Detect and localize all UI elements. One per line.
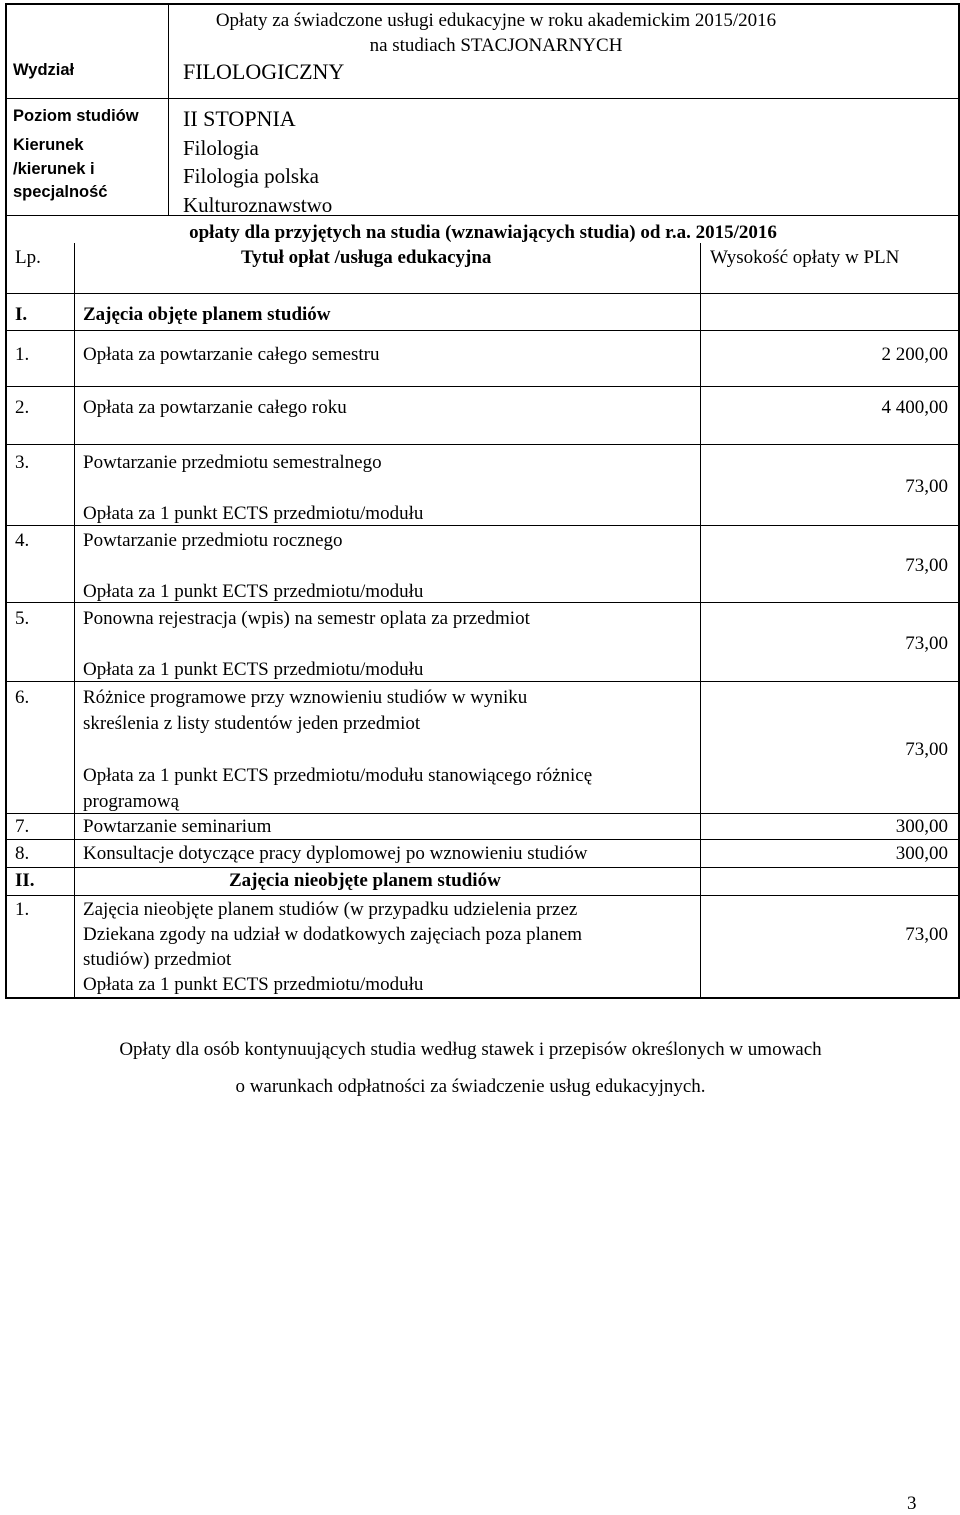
row-s2-1-number: 1. xyxy=(15,899,30,920)
row-divider-field xyxy=(5,215,959,216)
document-page xyxy=(3,3,958,1514)
table-border-left xyxy=(5,3,7,998)
document-title-line2: na studiach STACJONARNYCH xyxy=(369,35,623,56)
column-header-amount: Wysokość opłaty w PLN xyxy=(710,247,900,268)
row-6-title-line2: skreślenia z listy studentów jeden przedmiot xyxy=(83,713,421,734)
section-1-title: Zajęcia objęte planem studiów xyxy=(83,304,331,325)
level-label: Poziom studiów xyxy=(13,107,139,125)
section-2-title: Zajęcia nieobjęte planem studiów xyxy=(229,870,501,891)
row-7-title: Powtarzanie seminarium xyxy=(83,816,272,837)
row-8-amount: 300,00 xyxy=(895,843,948,864)
row-3-number: 3. xyxy=(15,452,30,473)
row-2-amount: 4 400,00 xyxy=(881,397,948,418)
faculty-value: FILOLOGICZNY xyxy=(183,59,345,84)
row-divider-2 xyxy=(5,444,959,445)
row-5-title: Ponowna rejestracja (wpis) na semestr oplata za przedmiot xyxy=(83,608,530,629)
row-3-title: Powtarzanie przedmiotu semestralnego xyxy=(83,452,382,473)
row-divider-columns xyxy=(5,293,959,294)
row-s2-1-title-line3: studiów) przedmiot xyxy=(83,949,232,970)
row-4-title: Powtarzanie przedmiotu rocznego xyxy=(83,530,343,551)
section-1-number: I. xyxy=(15,304,28,325)
row-3-amount: 73,00 xyxy=(905,476,948,497)
row-divider-7 xyxy=(5,839,959,840)
row-4-amount: 73,00 xyxy=(905,555,948,576)
row-8-number: 8. xyxy=(15,843,30,864)
row-2-title: Opłata za powtarzanie całego roku xyxy=(83,397,347,418)
row-s2-1-title-line2: Dziekana zgody na udział w dodatkowych zajęciach poza planem xyxy=(83,924,583,945)
row-6-ects-line: Opłata za 1 punkt ECTS przedmiotu/modułu stanowiącego różnicę xyxy=(83,765,593,786)
row-6-title-line1: Różnice programowe przy wznowieniu studiów w wyniku xyxy=(83,687,528,708)
row-divider-1 xyxy=(5,386,959,387)
field-label-line3: specjalność xyxy=(13,183,108,201)
row-7-number: 7. xyxy=(15,816,30,837)
field-label-line2: /kierunek i xyxy=(13,160,95,178)
page-number: 3 xyxy=(907,1493,917,1514)
row-divider-section2 xyxy=(5,895,959,896)
table-border-bottom xyxy=(5,997,960,999)
row-s2-1-amount: 73,00 xyxy=(905,924,948,945)
faculty-label: Wydział xyxy=(13,61,75,79)
amount-column-divider xyxy=(700,243,701,998)
fees-subtitle: opłaty dla przyjętych na studia (wznawiających studia) od r.a. 2015/2016 xyxy=(189,222,777,243)
row-1-amount: 2 200,00 xyxy=(881,344,948,365)
row-1-number: 1. xyxy=(15,344,30,365)
footer-note-line1: Opłaty dla osób kontynuujących studia według stawek i przepisów określonych w umowach xyxy=(119,1039,822,1060)
lp-column-divider xyxy=(74,243,75,998)
column-header-title: Tytuł opłat /usługa edukacyjna xyxy=(241,247,492,268)
field-value-line1: Filologia xyxy=(183,136,259,160)
row-7-amount: 300,00 xyxy=(895,816,948,837)
row-divider-faculty xyxy=(5,98,959,99)
section-2-number: II. xyxy=(15,870,35,891)
document-title-line1: Opłaty za świadczone usługi edukacyjne w roku akademickim 2015/2016 xyxy=(215,10,777,31)
column-header-lp: Lp. xyxy=(15,247,41,268)
row-6-number: 6. xyxy=(15,687,30,708)
row-1-title: Opłata za powtarzanie całego semestru xyxy=(83,344,380,365)
row-s2-1-title-line1: Zajęcia nieobjęte planem studiów (w przypadku udzielenia przez xyxy=(83,899,578,920)
row-5-ects-line: Opłata za 1 punkt ECTS przedmiotu/modułu xyxy=(83,659,424,680)
row-s2-1-ects-line: Opłata za 1 punkt ECTS przedmiotu/modułu xyxy=(83,974,424,995)
row-5-amount: 73,00 xyxy=(905,633,948,654)
table-border-top xyxy=(5,3,959,5)
row-divider-6 xyxy=(5,813,959,814)
row-4-ects-line: Opłata za 1 punkt ECTS przedmiotu/modułu xyxy=(83,581,424,602)
row-divider-3 xyxy=(5,525,959,526)
field-label-line1: Kierunek xyxy=(13,136,84,154)
row-divider-section1 xyxy=(5,330,959,331)
row-divider-8 xyxy=(5,867,959,868)
field-value-line3: Kulturoznawstwo xyxy=(183,193,333,217)
row-8-title: Konsultacje dotyczące pracy dyplomowej po wznowieniu studiów xyxy=(83,843,588,864)
row-divider-4 xyxy=(5,602,959,603)
row-4-number: 4. xyxy=(15,530,30,551)
row-divider-5 xyxy=(5,681,959,682)
row-6-amount: 73,00 xyxy=(905,739,948,760)
row-3-ects-line: Opłata za 1 punkt ECTS przedmiotu/modułu xyxy=(83,503,424,524)
level-value: II STOPNIA xyxy=(183,106,296,131)
row-6-ects-line2: programową xyxy=(83,791,180,812)
row-5-number: 5. xyxy=(15,608,30,629)
footer-note-line2: o warunkach odpłatności za świadczenie usług edukacyjnych. xyxy=(235,1076,706,1097)
row-2-number: 2. xyxy=(15,397,30,418)
field-value-line2: Filologia polska xyxy=(183,164,319,188)
